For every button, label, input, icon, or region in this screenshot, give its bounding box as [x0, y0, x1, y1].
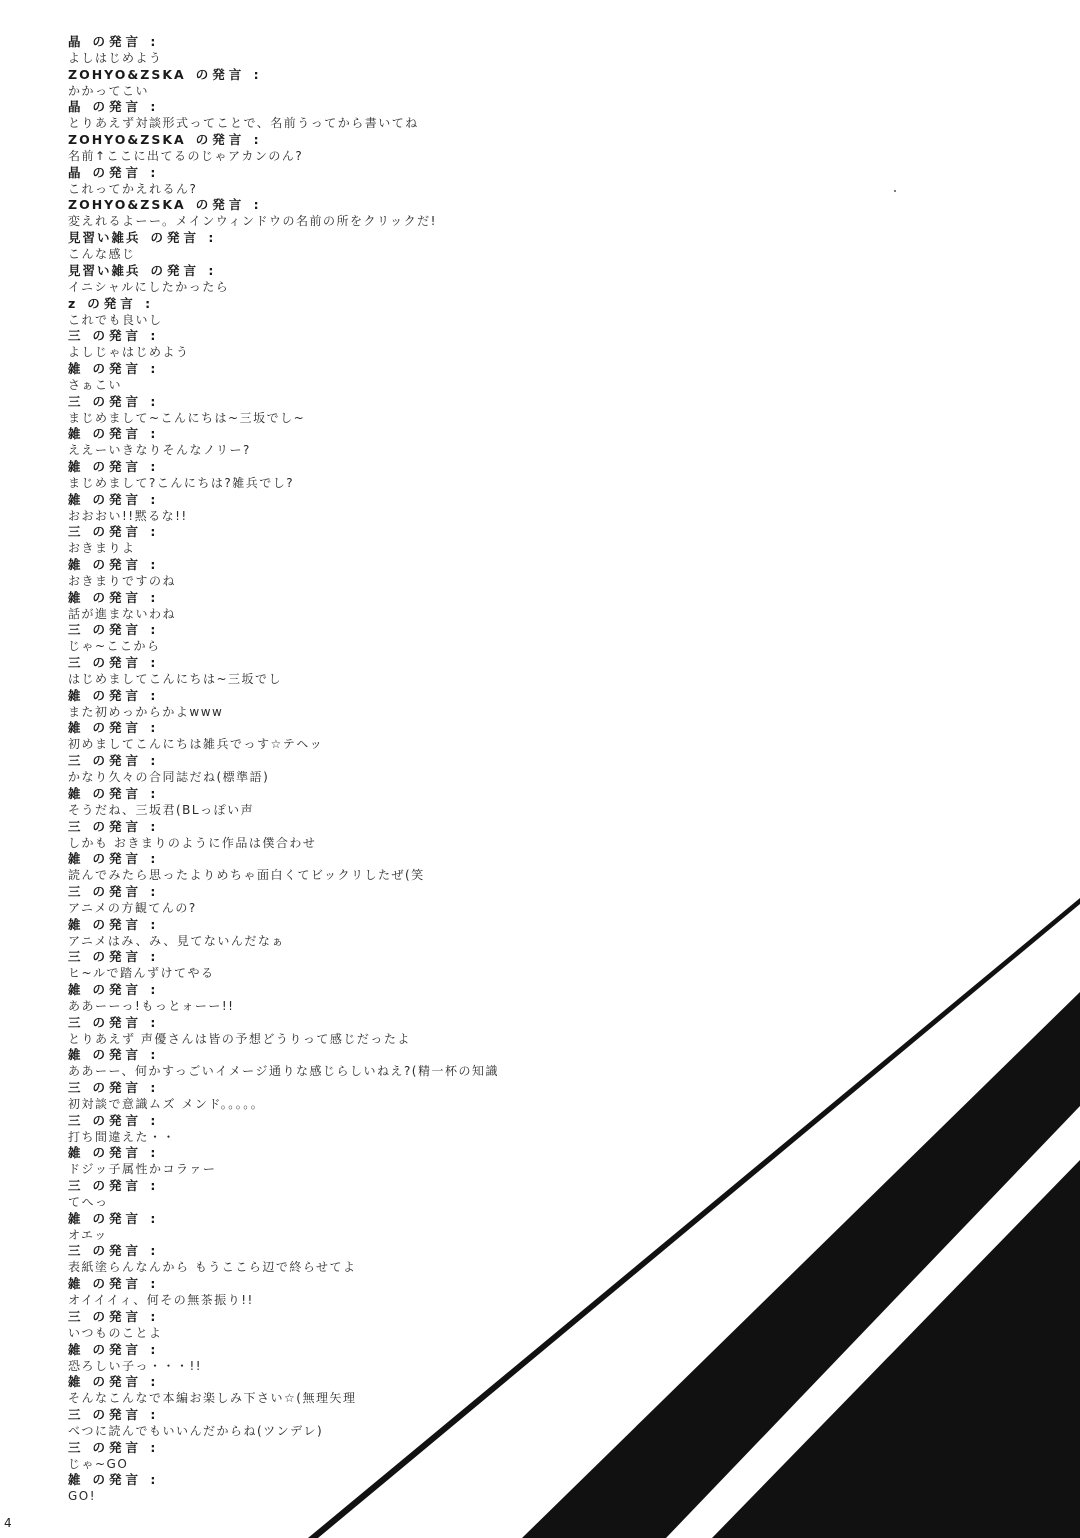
chat-entry: [68, 655, 688, 688]
message-text: かなり久々の合同誌だね(標準語): [68, 770, 270, 785]
message-text: とりあえず 声優さんは皆の予想どうりって感じだったよ: [68, 1031, 411, 1046]
message-text: そんなこんなで本編お楽しみ下さい☆(無理矢理: [68, 1391, 357, 1406]
message-text: ああーー、何かすっごいイメージ通りな感じらしいねえ?(精一杯の知識: [68, 1064, 499, 1079]
speaker-suffix: の発言 :: [92, 1047, 160, 1063]
message-text: GO!: [68, 1489, 97, 1504]
message-text: 恐ろしい子っ・・・!!: [68, 1358, 203, 1373]
speaker-name: 三: [68, 1439, 83, 1455]
speaker-line: [68, 1178, 688, 1194]
speaker-name: 雑: [68, 491, 83, 507]
chat-entry: [68, 786, 688, 819]
speaker-line: [68, 1342, 688, 1358]
message-text: 変えれるよーー。メインウィンドウの名前の所をクリックだ!: [68, 214, 437, 229]
speaker-suffix: の発言 :: [150, 230, 218, 246]
speaker-name: 三: [68, 655, 83, 671]
message-text: ええーいきなりそんなノリー?: [68, 443, 251, 458]
chat-entry: [68, 34, 688, 67]
speaker-line: [68, 786, 688, 802]
chat-entry: [68, 1440, 688, 1473]
speaker-suffix: の発言 :: [87, 295, 155, 311]
speaker-line: [68, 165, 688, 181]
speaker-suffix: の発言 :: [92, 1145, 160, 1161]
speaker-name: 三: [68, 1080, 83, 1095]
chat-entry: [68, 459, 688, 492]
speaker-name: 雑: [68, 557, 83, 572]
speaker-name: 雑: [68, 785, 83, 801]
speaker-suffix: の発言 :: [92, 818, 160, 834]
speaker-name: 三: [68, 949, 83, 965]
chat-entry: [68, 1243, 688, 1276]
chat-entry: [68, 1374, 688, 1407]
speaker-suffix: の発言 :: [92, 34, 160, 49]
speaker-line: [68, 622, 688, 638]
speaker-suffix: の発言 :: [92, 1112, 160, 1128]
speaker-line: [68, 688, 688, 704]
speaker-line: [68, 1374, 688, 1390]
speaker-name: 雑: [68, 981, 83, 997]
speaker-name: 見習い雑兵: [68, 262, 141, 278]
speaker-suffix: の発言 :: [195, 132, 263, 148]
speaker-suffix: の発言 :: [92, 1178, 160, 1194]
speaker-line: [68, 1243, 688, 1259]
chat-entry: [68, 688, 688, 721]
speaker-line: [68, 884, 688, 900]
chat-entry: [68, 230, 688, 263]
message-text: 初めましてこんにちは雑兵でっす☆テヘッ: [68, 737, 324, 752]
speaker-name: 晶: [68, 164, 83, 180]
speaker-suffix: の発言 :: [92, 1210, 160, 1226]
speaker-suffix: の発言 :: [92, 393, 160, 409]
message-text: いつものことよ: [68, 1325, 163, 1340]
speaker-suffix: の発言 :: [92, 785, 160, 801]
speaker-name: 雑: [68, 589, 83, 605]
speaker-line: [68, 1015, 688, 1031]
speaker-line: [68, 67, 688, 83]
chat-entry: [68, 1407, 688, 1440]
speaker-suffix: の発言 :: [92, 557, 160, 572]
speaker-name: 三: [68, 883, 83, 899]
speaker-line: [68, 949, 688, 965]
speaker-name: 雑: [68, 360, 83, 376]
chat-entry: [68, 1113, 688, 1146]
message-text: さぁこい: [68, 377, 123, 392]
speaker-line: [68, 982, 688, 998]
speaker-name: 三: [68, 1308, 83, 1324]
speaker-line: [68, 99, 688, 115]
message-text: 読んでみたら思ったよりめちゃ面白くてビックリしたぜ(笑: [68, 868, 425, 883]
message-text: おきまりよ: [68, 541, 136, 556]
speaker-suffix: の発言 :: [92, 328, 160, 344]
chat-entry: [68, 1015, 688, 1048]
message-text: かかってこい: [68, 83, 150, 98]
speaker-name: 三: [68, 1112, 83, 1128]
speaker-name: 見習い雑兵: [68, 230, 141, 246]
chat-entry: [68, 492, 688, 525]
speaker-name: 三: [68, 393, 83, 409]
speaker-suffix: の発言 :: [92, 524, 160, 540]
chat-entry: [68, 394, 688, 427]
speaker-name: 雑: [68, 916, 83, 932]
message-text: おおおい!!黙るな!!: [68, 508, 188, 523]
chat-entry: [68, 426, 688, 459]
speaker-name: 雑: [68, 426, 83, 442]
speaker-line: [68, 230, 688, 246]
speaker-suffix: の発言 :: [92, 360, 160, 376]
speaker-suffix: の発言 :: [92, 949, 160, 965]
chat-entry: [68, 851, 688, 884]
speaker-name: 三: [68, 1014, 83, 1030]
speaker-line: [68, 720, 688, 736]
speaker-name: 雑: [68, 720, 83, 736]
speaker-suffix: の発言 :: [92, 1439, 160, 1455]
speaker-line: [68, 1276, 688, 1292]
chat-log: [68, 34, 688, 1505]
speaker-suffix: の発言 :: [92, 589, 160, 605]
message-text: 表紙塗らんなんから もうここら辺で終らせてよ: [68, 1260, 357, 1275]
chat-entry: [68, 590, 688, 623]
speaker-name: 雑: [68, 1472, 83, 1488]
chat-entry: [68, 1211, 688, 1244]
message-text: はじめましてこんにちは~三坂でし: [68, 672, 283, 687]
chat-entry: [68, 884, 688, 917]
speaker-suffix: の発言 :: [92, 622, 160, 638]
speaker-line: [68, 851, 688, 867]
message-text: 初対談で意識ムズ メンド。。。。。: [68, 1097, 265, 1111]
speaker-suffix: の発言 :: [92, 491, 160, 507]
speaker-suffix: の発言 :: [92, 655, 160, 671]
chat-entry: [68, 1342, 688, 1375]
speaker-name: 三: [68, 328, 83, 344]
speaker-line: [68, 492, 688, 508]
speaker-line: [68, 1211, 688, 1227]
chat-entry: [68, 99, 688, 132]
speaker-name: 三: [68, 753, 83, 769]
message-text: アニメはみ、み、見てないんだなぁ: [68, 933, 285, 948]
speaker-suffix: の発言 :: [92, 458, 160, 474]
speaker-line: [68, 34, 688, 50]
chat-entry: [68, 296, 688, 329]
message-text: そうだね、三坂君(BLっぽい声: [68, 802, 255, 817]
speaker-line: [68, 1407, 688, 1423]
message-text: べつに読んでもいいんだからね(ツンデレ): [68, 1423, 324, 1438]
message-text: オイイイィ、何その無茶振り!!: [68, 1293, 254, 1308]
message-text: よしはじめよう: [68, 51, 163, 65]
chat-entry: [68, 1276, 688, 1309]
speaker-suffix: の発言 :: [92, 851, 160, 867]
speaker-suffix: の発言 :: [92, 883, 160, 899]
message-text: また初めっからかよwww: [68, 704, 224, 719]
speaker-line: [68, 917, 688, 933]
message-text: まじめまして~こんにちは~三坂でし~: [68, 410, 306, 425]
message-text: オエッ: [68, 1227, 108, 1242]
speaker-suffix: の発言 :: [92, 687, 160, 703]
speaker-name: 晶: [68, 99, 83, 115]
message-text: おきまりですのね: [68, 574, 177, 588]
speaker-suffix: の発言 :: [92, 1341, 160, 1357]
chat-entry: [68, 328, 688, 361]
speaker-suffix: の発言 :: [195, 66, 263, 82]
chat-entry: [68, 132, 688, 165]
speaker-name: ZOHYO&ZSKA: [68, 66, 186, 82]
chat-entry: [68, 197, 688, 230]
chat-entry: [68, 1145, 688, 1178]
speaker-suffix: の発言 :: [92, 1374, 160, 1390]
chat-entry: [68, 720, 688, 753]
chat-entry: [68, 982, 688, 1015]
speaker-line: [68, 197, 688, 213]
chat-entry: [68, 1309, 688, 1342]
message-text: てへっ: [68, 1195, 109, 1210]
chat-entry: [68, 622, 688, 655]
speaker-line: [68, 590, 688, 606]
speaker-suffix: の発言 :: [92, 753, 160, 769]
speaker-name: z: [68, 295, 78, 311]
chat-entry: [68, 557, 688, 590]
speaker-suffix: の発言 :: [150, 262, 218, 278]
message-text: ああーーっ!もっとォーー!!: [68, 998, 235, 1013]
speaker-name: 雑: [68, 851, 83, 867]
speaker-suffix: の発言 :: [92, 1308, 160, 1324]
speaker-suffix: の発言 :: [92, 916, 160, 932]
speaker-suffix: の発言 :: [92, 1276, 160, 1292]
message-text: まじめまして?こんにちは?雑兵でし?: [68, 475, 295, 490]
speaker-line: [68, 819, 688, 835]
message-text: ヒ~ルで踏んずけてやる: [68, 966, 215, 981]
speaker-name: 晶: [68, 34, 83, 49]
speaker-suffix: の発言 :: [92, 720, 160, 736]
speaker-suffix: の発言 :: [195, 197, 263, 213]
speaker-name: 雑: [68, 1276, 83, 1292]
speaker-name: 三: [68, 1178, 83, 1194]
speaker-name: ZOHYO&ZSKA: [68, 132, 186, 148]
chat-entry: [68, 753, 688, 786]
message-text: とりあえず対談形式ってことで、名前うってから書いてね: [68, 116, 419, 131]
speaker-name: 雑: [68, 1210, 83, 1226]
speaker-line: [68, 1145, 688, 1161]
chat-entry: [68, 524, 688, 557]
speaker-name: 三: [68, 818, 83, 834]
message-text: 打ち間違えた・・: [68, 1129, 177, 1144]
speaker-line: [68, 263, 688, 279]
speaker-suffix: の発言 :: [92, 1406, 160, 1422]
speaker-line: [68, 1113, 688, 1129]
speaker-line: [68, 132, 688, 148]
message-text: しかも おきまりのように作品は僕合わせ: [68, 835, 317, 850]
speaker-line: [68, 655, 688, 671]
chat-entry: [68, 1080, 688, 1113]
speaker-line: [68, 394, 688, 410]
speaker-line: [68, 1472, 688, 1488]
speaker-line: [68, 296, 688, 312]
speaker-line: [68, 753, 688, 769]
speaker-line: [68, 426, 688, 442]
speaker-suffix: の発言 :: [92, 981, 160, 997]
message-text: 名前↑ここに出てるのじゃアカンのん?: [68, 149, 304, 164]
chat-entry: [68, 165, 688, 198]
speaker-suffix: の発言 :: [92, 1080, 160, 1095]
message-text: こんな感じ: [68, 247, 136, 262]
speaker-suffix: の発言 :: [92, 1472, 160, 1488]
message-text: じゃ~ここから: [68, 639, 161, 654]
chat-entry: [68, 1178, 688, 1211]
speaker-name: ZOHYO&ZSKA: [68, 197, 186, 213]
page-number: 4: [4, 1516, 12, 1530]
message-text: イニシャルにしたかったら: [68, 279, 230, 294]
speaker-name: 雑: [68, 687, 83, 703]
speaker-name: 雑: [68, 1374, 83, 1390]
message-text: ドジッ子属性かコラァー: [68, 1162, 217, 1177]
speaker-line: [68, 1047, 688, 1063]
chat-entry: [68, 917, 688, 950]
speaker-line: [68, 328, 688, 344]
speaker-suffix: の発言 :: [92, 99, 160, 115]
speaker-name: 三: [68, 524, 83, 540]
speaker-line: [68, 459, 688, 475]
speaker-suffix: の発言 :: [92, 1243, 160, 1259]
message-text: これでも良いし: [68, 312, 163, 327]
message-text: じゃ~GO: [68, 1456, 129, 1471]
speaker-line: [68, 1309, 688, 1325]
message-text: 話が進まないわね: [68, 606, 177, 621]
speaker-line: [68, 1080, 688, 1096]
speaker-suffix: の発言 :: [92, 164, 160, 180]
speaker-name: 三: [68, 622, 83, 638]
message-text: これってかえれるん?: [68, 181, 198, 196]
speaker-line: [68, 361, 688, 377]
speaker-line: [68, 1440, 688, 1456]
speaker-name: 雑: [68, 1047, 83, 1063]
chat-entry: [68, 67, 688, 100]
message-text: アニメの方観てんの?: [68, 900, 197, 915]
speaker-suffix: の発言 :: [92, 1014, 160, 1030]
speaker-name: 三: [68, 1243, 83, 1259]
speaker-name: 雑: [68, 1341, 83, 1357]
speaker-line: [68, 524, 688, 540]
chat-entry: [68, 1047, 688, 1080]
chat-entry: [68, 361, 688, 394]
chat-entry: [68, 819, 688, 852]
speaker-line: [68, 557, 688, 573]
message-text: よしじゃはじめよう: [68, 345, 190, 360]
chat-entry: [68, 1472, 688, 1505]
chat-entry: [68, 949, 688, 982]
speaker-suffix: の発言 :: [92, 426, 160, 442]
speaker-name: 雑: [68, 458, 83, 474]
speaker-name: 三: [68, 1406, 83, 1422]
chat-entry: [68, 263, 688, 296]
speaker-name: 雑: [68, 1145, 83, 1161]
